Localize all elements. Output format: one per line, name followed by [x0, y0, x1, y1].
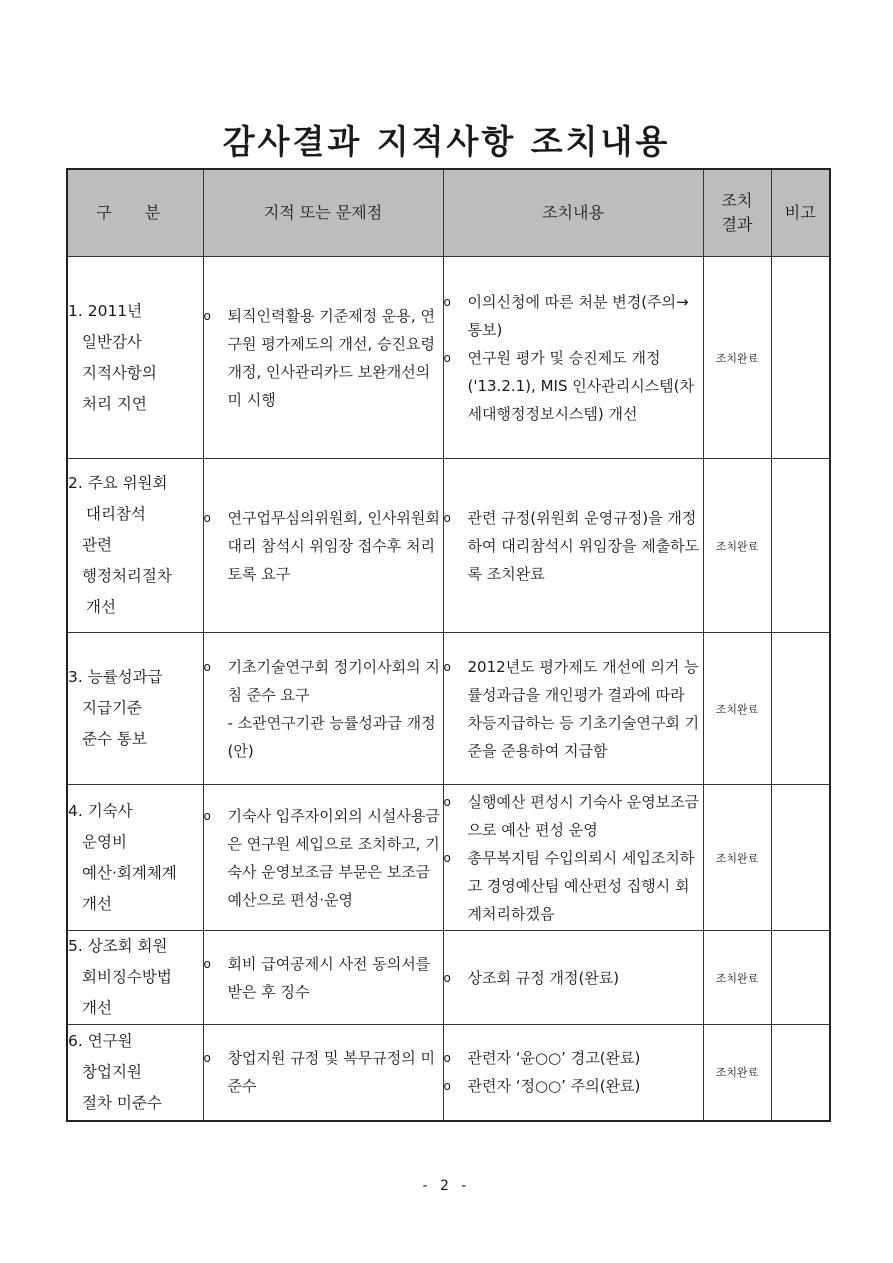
bullet-mark: o [443, 659, 451, 674]
category-line: 5. 상조회 회원 [68, 937, 168, 955]
table-row [67, 257, 830, 459]
header-category-label: 구 분 [96, 203, 175, 222]
action-text: 이의신청에 따른 처분 변경(주의→통보) [467, 292, 689, 339]
action-text: 연구원 평가 및 승진제도 개정('13.2.1), MIS 인사관리시스템(차세대행정정보시스템) 개선 [467, 348, 695, 423]
issue-item [204, 1044, 443, 1100]
result-cell: 조치완료 [703, 459, 771, 633]
category-line: 지급기준 [82, 699, 142, 717]
category-line: 예산·회계체계 [82, 863, 177, 882]
bullet-mark: o [443, 794, 451, 809]
bullet-mark: o [203, 808, 211, 823]
header-action: 조치내용 [443, 169, 703, 257]
issue-cell [203, 257, 443, 459]
action-cell [443, 257, 703, 459]
bullet-mark: o [443, 1051, 451, 1066]
action-cell [443, 633, 703, 785]
category-line: 일반감사 [82, 332, 142, 351]
category-line: 개선 [86, 598, 116, 616]
result-cell: 조치완료 [703, 785, 771, 931]
action-item [444, 288, 703, 344]
category-line: 2. 주요 위원회 [68, 474, 168, 492]
table-header-row [67, 169, 830, 257]
issue-text: 기숙사 입주자이외의 시설사용금은 연구원 세입으로 조치하고, 기숙사 운영보조금 부문은 보조금예산으로 편성·운영 [227, 806, 440, 909]
note-cell [771, 257, 830, 459]
action-cell [443, 1025, 703, 1121]
category-line: 3. 능률성과급 [68, 668, 163, 686]
table-row [67, 633, 830, 785]
issue-cell [203, 931, 443, 1025]
action-text: 관련 규정(위원회 운영규정)을 개정하여 대리참석시 위임장을 제출하도록 조치완료 [467, 508, 700, 583]
issue-item [204, 950, 443, 1006]
bullet-mark: o [443, 970, 451, 985]
issue-item [204, 802, 443, 914]
bullet-mark: o [203, 308, 211, 323]
action-cell [443, 459, 703, 633]
action-item [444, 1072, 703, 1100]
action-cell [443, 785, 703, 931]
action-item [444, 844, 703, 928]
header-result-line1: 조치 [721, 191, 753, 210]
category-line: 운영비 [82, 832, 127, 851]
category-line: 대리참석 [86, 505, 146, 523]
table-row [67, 931, 830, 1025]
category-cell [67, 633, 203, 785]
category-line: 개선 [82, 894, 112, 913]
issue-text: 기초기술연구회 정기이사회의 지침 준수 요구 [227, 657, 440, 704]
action-text: 관련자 ‘윤○○’ 경고(완료) [467, 1049, 641, 1068]
header-result [703, 169, 771, 257]
category-line: 처리 지연 [82, 394, 147, 413]
issue-item [204, 653, 443, 709]
category-cell [67, 459, 203, 633]
bullet-mark: o [443, 510, 451, 525]
bullet-mark: o [203, 956, 211, 971]
table-row [67, 1025, 830, 1121]
result-cell: 조치완료 [703, 931, 771, 1025]
issue-text: 회비 급여공제시 사전 동의서를 받은 후 징수 [227, 954, 431, 1001]
action-text: 상조회 규정 개정(완료) [467, 968, 620, 987]
bullet-mark: o [443, 294, 451, 309]
action-item [444, 504, 703, 588]
category-line: 행정처리절차 [82, 567, 172, 585]
note-cell [771, 1025, 830, 1121]
header-issue: 지적 또는 문제점 [203, 169, 443, 257]
issue-cell [203, 459, 443, 633]
result-cell: 조치완료 [703, 257, 771, 459]
note-cell [771, 785, 830, 931]
issue-cell [203, 633, 443, 785]
category-line: 준수 통보 [82, 730, 147, 748]
page-title: 감사결과 지적사항 조치내용 [222, 122, 671, 161]
category-cell [67, 1025, 203, 1121]
bullet-mark: o [443, 1079, 451, 1094]
category-line: 6. 연구원 [68, 1031, 133, 1050]
bullet-mark: o [203, 659, 211, 674]
action-item [444, 344, 703, 428]
category-line: 4. 기숙사 [68, 801, 133, 820]
category-cell [67, 931, 203, 1025]
action-cell [443, 931, 703, 1025]
issue-cell [203, 785, 443, 931]
action-text: 실행예산 편성시 기숙사 운영보조금으로 예산 편성 운영 [467, 792, 700, 839]
bullet-mark: o [443, 350, 451, 365]
action-item [444, 964, 703, 992]
issue-subitem: - 소관연구기관 능률성과급 개정(안) [227, 713, 436, 760]
action-item [444, 1044, 703, 1072]
category-line: 개선 [82, 999, 112, 1017]
note-cell [771, 931, 830, 1025]
category-line: 지적사항의 [82, 363, 157, 382]
issue-item [204, 302, 443, 414]
issue-text: 연구업무심의위원회, 인사위원회 대리 참석시 위임장 접수후 처리토록 요구 [227, 508, 440, 583]
result-cell: 조치완료 [703, 1025, 771, 1121]
category-line: 관련 [82, 536, 112, 554]
issue-cell [203, 1025, 443, 1121]
issue-text: 퇴직인력활용 기준제정 운용, 연구원 평가제도의 개선, 승진요령 개정, 인사관리카드 보완개선의 미 시행 [227, 306, 435, 409]
issue-text: 창업지원 규정 및 복무규정의 미 준수 [227, 1049, 435, 1096]
note-cell [771, 633, 830, 785]
action-text: 관련자 ‘정○○’ 주의(완료) [467, 1077, 641, 1096]
page-number: - 2 - [422, 1178, 471, 1194]
action-item [444, 653, 703, 765]
category-line: 절차 미준수 [82, 1093, 162, 1112]
action-item [444, 788, 703, 844]
category-line: 1. 2011년 [68, 301, 143, 320]
category-line: 회비징수방법 [82, 968, 172, 986]
issue-item [204, 504, 443, 588]
bullet-mark: o [203, 510, 211, 525]
action-text: 2012년도 평가제도 개선에 의거 능률성과급을 개인평가 결과에 따라 차등지급하는 등 기초기술연구회 기준을 준용하여 지급함 [467, 657, 700, 760]
header-note: 비고 [771, 169, 830, 257]
result-cell: 조치완료 [703, 633, 771, 785]
bullet-mark: o [203, 1051, 211, 1066]
category-cell [67, 785, 203, 931]
header-result-line2: 결과 [721, 215, 753, 234]
bullet-mark: o [443, 850, 451, 865]
category-line: 창업지원 [82, 1062, 142, 1081]
note-cell [771, 459, 830, 633]
table-row [67, 785, 830, 931]
table-row [67, 459, 830, 633]
audit-results-table [66, 168, 831, 1122]
action-text: 총무복지팀 수입의뢰시 세입조치하고 경영예산팀 예산편성 집행시 회계처리하겠음 [467, 848, 695, 923]
header-category [67, 169, 203, 257]
category-cell [67, 257, 203, 459]
